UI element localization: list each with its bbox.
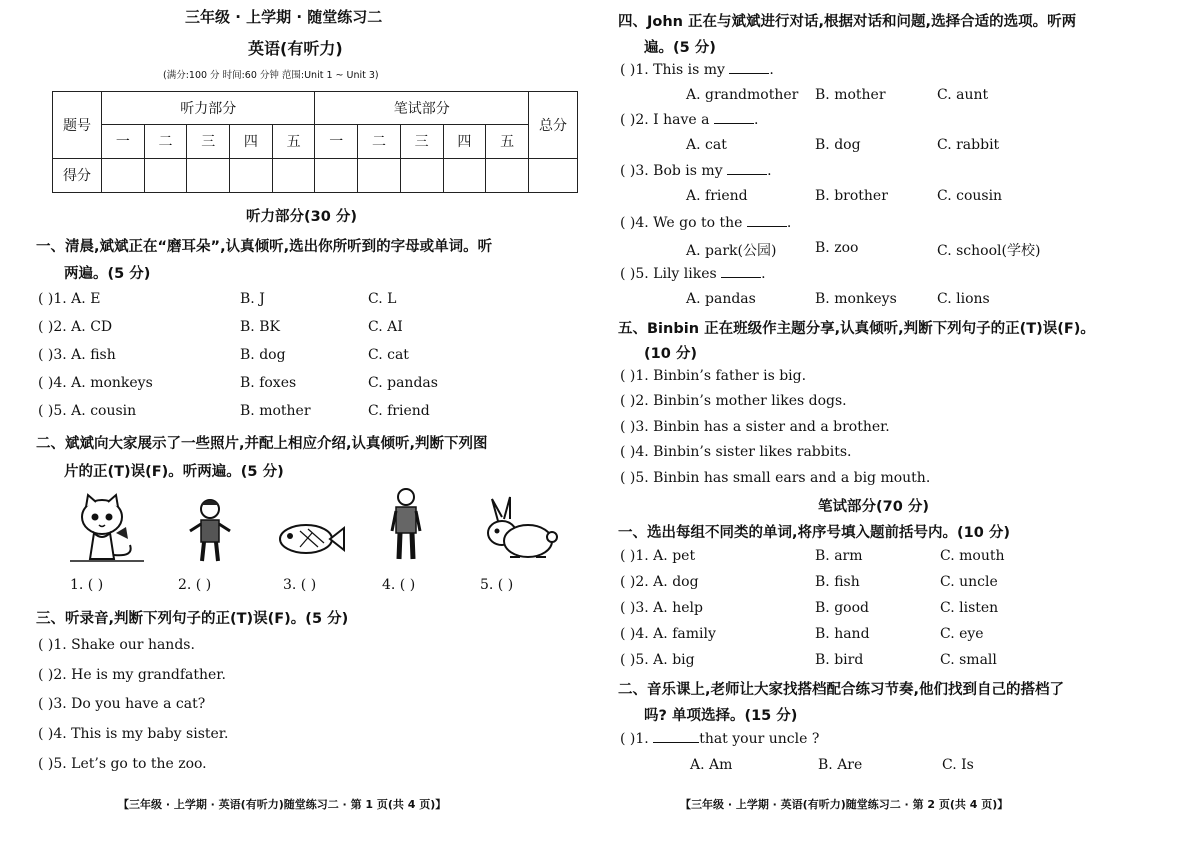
s5-title: 五、Binbin 正在班级作主题分享,认真倾听,判断下列句子的正(T)误(F)。: [618, 321, 1095, 337]
s5-item-4: ( )4. Binbin’s sister likes rabbits.: [620, 444, 852, 460]
score-col: 二: [144, 125, 187, 158]
w1-option-c: C. small: [940, 652, 997, 668]
s1-option-b: B. J: [240, 291, 265, 307]
score-cell[interactable]: [358, 158, 401, 192]
w1-option-b: B. bird: [815, 652, 864, 668]
s1-option-b: B. foxes: [240, 375, 297, 391]
s3-item-5: ( )5. Let’s go to the zoo.: [38, 756, 207, 772]
s3-item-1: ( )1. Shake our hands.: [38, 637, 195, 653]
s1-option-b: B. mother: [240, 403, 311, 419]
s3-title: 三、听录音,判断下列句子的正(T)误(F)。(5 分): [36, 611, 349, 627]
s4-option-b: B. zoo: [815, 240, 859, 256]
score-col: 一: [315, 125, 358, 158]
s4-option-a: A. grandmother: [686, 87, 799, 103]
s4-item-5: ( )5. Lily likes .: [620, 266, 766, 282]
score-col: 四: [230, 125, 273, 158]
s3-item-4: ( )4. This is my baby sister.: [38, 726, 229, 742]
s1-option-b: B. BK: [240, 319, 280, 335]
score-col: 二: [358, 125, 401, 158]
s2-pictures: [30, 485, 570, 570]
w1-option-b: B. fish: [815, 574, 860, 590]
score-table-written: 笔试部分: [315, 92, 529, 125]
rabbit-icon: [488, 497, 557, 557]
s4-option-c: C. lions: [937, 291, 990, 307]
w1-item-3: ( )3. A. help: [620, 600, 703, 616]
exam-meta: (满分:100 分 时间:60 分钟 范围:Unit 1 ~ Unit 3): [163, 70, 379, 81]
s1-option-b: B. dog: [240, 347, 286, 363]
score-cell[interactable]: [102, 158, 145, 192]
s1-item-5: ( )5. A. cousin: [38, 403, 137, 419]
s5-item-5: ( )5. Binbin has small ears and a big mouth.: [620, 470, 931, 486]
w1-item-5: ( )5. A. big: [620, 652, 695, 668]
man-icon: [392, 489, 420, 559]
left-page: [30, 0, 585, 848]
s1-item-4: ( )4. A. monkeys: [38, 375, 153, 391]
s4-option-a: A. friend: [686, 188, 748, 204]
score-col: 三: [187, 125, 230, 158]
s1-option-c: C. pandas: [368, 375, 438, 391]
s4-item-2: ( )2. I have a .: [620, 112, 759, 128]
score-col: 四: [443, 125, 486, 158]
cat-icon: [70, 495, 144, 561]
score-cell[interactable]: [443, 158, 486, 192]
footer-right: 【三年级 · 上学期 · 英语(有听力)随堂练习二 · 第 2 页(共 4 页)】: [680, 798, 1009, 811]
s2-pic-label-5: 5. ( ): [480, 577, 514, 593]
s5-item-2: ( )2. Binbin’s mother likes dogs.: [620, 393, 847, 409]
s2-pic-label-2: 2. ( ): [178, 577, 212, 593]
score-table: [52, 91, 578, 193]
score-cell[interactable]: [272, 158, 315, 192]
score-col: 五: [272, 125, 315, 158]
s4-option-a: A. park(公园): [686, 243, 777, 259]
s4-item-4: ( )4. We go to the .: [620, 215, 792, 231]
s4-item-1: ( )1. This is my .: [620, 62, 774, 78]
w1-option-c: C. uncle: [940, 574, 998, 590]
score-col: 三: [400, 125, 443, 158]
score-cell[interactable]: [230, 158, 273, 192]
s4-option-b: B. monkeys: [815, 291, 897, 307]
fish-icon: [280, 525, 344, 553]
s5-title-cont: (10 分): [644, 346, 697, 362]
w1-option-c: C. listen: [940, 600, 999, 616]
s5-item-1: ( )1. Binbin’s father is big.: [620, 368, 807, 384]
exam-subtitle: 英语(有听力): [248, 39, 343, 58]
w1-option-c: C. eye: [940, 626, 984, 642]
score-table-total: 总分: [529, 92, 578, 159]
score-col: 一: [102, 125, 145, 158]
w2-option-a: A. Am: [690, 757, 733, 773]
s2-pic-label-4: 4. ( ): [382, 577, 416, 593]
s4-title-cont: 遍。(5 分): [644, 40, 716, 56]
boy-icon: [190, 500, 230, 561]
w1-option-c: C. mouth: [940, 548, 1005, 564]
s1-item-1: ( )1. A. E: [38, 291, 101, 307]
listening-title: 听力部分(30 分): [246, 209, 357, 225]
score-col: 五: [486, 125, 529, 158]
w1-item-2: ( )2. A. dog: [620, 574, 699, 590]
s1-item-2: ( )2. A. CD: [38, 319, 113, 335]
s2-title-cont: 片的正(T)误(F)。听两遍。(5 分): [64, 464, 284, 480]
w2-title: 二、音乐课上,老师让大家找搭档配合练习节奏,他们找到自己的搭档了: [618, 682, 1065, 698]
score-table-listening: 听力部分: [102, 92, 315, 125]
s2-pic-label-3: 3. ( ): [283, 577, 317, 593]
s4-option-c: C. school(学校): [937, 243, 1041, 259]
s3-item-2: ( )2. He is my grandfather.: [38, 667, 226, 683]
score-cell[interactable]: [144, 158, 187, 192]
s4-option-b: B. mother: [815, 87, 886, 103]
written-title: 笔试部分(70 分): [818, 499, 929, 515]
s1-option-c: C. cat: [368, 347, 409, 363]
s1-item-3: ( )3. A. fish: [38, 347, 116, 363]
w1-option-b: B. hand: [815, 626, 870, 642]
s3-item-3: ( )3. Do you have a cat?: [38, 696, 206, 712]
s4-option-c: C. rabbit: [937, 137, 1000, 153]
w1-item-1: ( )1. A. pet: [620, 548, 696, 564]
s1-option-c: C. AI: [368, 319, 403, 335]
s1-option-c: C. L: [368, 291, 397, 307]
s1-option-c: C. friend: [368, 403, 430, 419]
s4-option-a: A. pandas: [686, 291, 756, 307]
w1-title: 一、选出每组不同类的单词,将序号填入题前括号内。(10 分): [618, 525, 1010, 541]
score-table-label-score: 得分: [53, 158, 102, 192]
score-cell[interactable]: [529, 158, 578, 192]
s5-item-3: ( )3. Binbin has a sister and a brother.: [620, 419, 890, 435]
s1-title: 一、清晨,斌斌正在“磨耳朵”,认真倾听,选出你所听到的字母或单词。听: [36, 239, 493, 255]
score-cell[interactable]: [400, 158, 443, 192]
score-table-label-num: 题号: [53, 92, 102, 159]
score-cell[interactable]: [486, 158, 529, 192]
s4-item-3: ( )3. Bob is my .: [620, 163, 772, 179]
w1-option-b: B. good: [815, 600, 869, 616]
w1-option-b: B. arm: [815, 548, 863, 564]
score-cell[interactable]: [187, 158, 230, 192]
right-page: [612, 0, 1177, 848]
w2-option-c: C. Is: [942, 757, 974, 773]
w2-option-b: B. Are: [818, 757, 863, 773]
s4-title: 四、John 正在与斌斌进行对话,根据对话和问题,选择合适的选项。听两: [618, 14, 1077, 30]
s4-option-b: B. brother: [815, 188, 888, 204]
score-cell[interactable]: [315, 158, 358, 192]
w1-item-4: ( )4. A. family: [620, 626, 716, 642]
s1-title-cont: 两遍。(5 分): [64, 266, 151, 282]
s4-option-c: C. cousin: [937, 188, 1003, 204]
footer-left: 【三年级 · 上学期 · 英语(有听力)随堂练习二 · 第 1 页(共 4 页)】: [118, 798, 447, 811]
s2-title: 二、斌斌向大家展示了一些照片,并配上相应介绍,认真倾听,判断下列图: [36, 436, 488, 452]
w2-title-cont: 吗? 单项选择。(15 分): [644, 708, 798, 724]
s4-option-b: B. dog: [815, 137, 861, 153]
s2-pic-label-1: 1. ( ): [70, 577, 104, 593]
s4-option-a: A. cat: [686, 137, 727, 153]
s4-option-c: C. aunt: [937, 87, 989, 103]
exam-title: 三年级 · 上学期 · 随堂练习二: [185, 8, 383, 26]
w2-item-1: ( )1. that your uncle ?: [620, 731, 820, 747]
